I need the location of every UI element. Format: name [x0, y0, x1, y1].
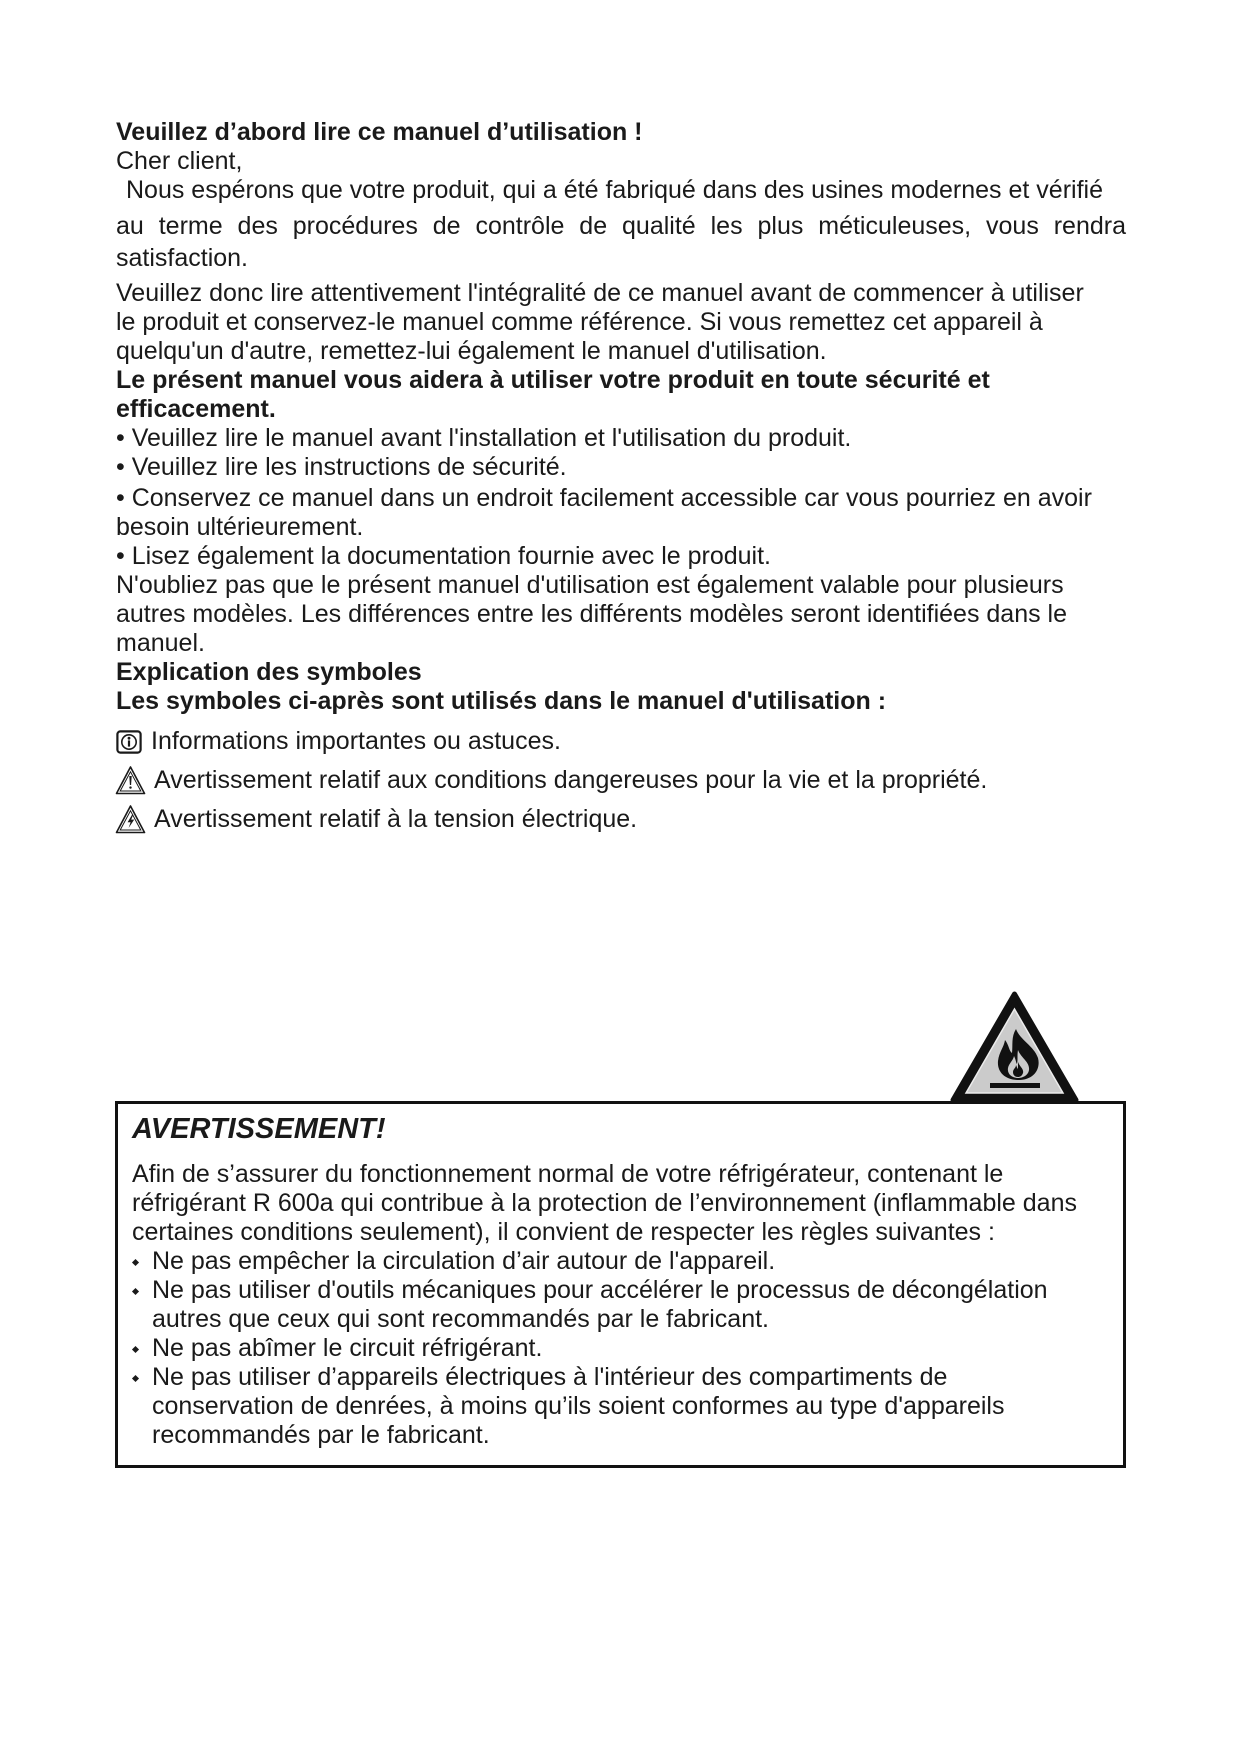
intro-paragraph-2 [116, 279, 1126, 366]
bullet-item-line: • Conservez ce manuel dans un endroit facilement accessible car vous pourriez en avoir [116, 484, 1092, 512]
intro-bullet-list [116, 424, 1126, 571]
emphasis-line: efficacement. [116, 395, 276, 423]
legend-text: Avertissement relatif aux conditions dangereuses pour la vie et la propriété. [154, 766, 988, 794]
symbols-subheading: Les symboles ci-après sont utilisés dans le manuel d'utilisation : [116, 687, 887, 715]
rule-text: recommandés par le fabricant. [152, 1421, 490, 1449]
intro-emphasis [116, 366, 1126, 424]
bullet-icon [132, 1259, 139, 1266]
rule-text: Ne pas utiliser d'outils mécaniques pour accélérer le processus de décongélation [152, 1276, 1048, 1304]
bullet-item: • Lisez également la documentation fournie avec le produit. [116, 542, 771, 570]
rule-text: Ne pas utiliser d’appareils électriques à l'intérieur des compartiments de [152, 1363, 948, 1391]
warning-rule-line [132, 1305, 1123, 1334]
paragraph-line: autres modèles. Les différences entre les différents modèles seront identifiées dans le [116, 600, 1068, 628]
intro-paragraph-1 [116, 176, 1126, 273]
bullet-icon [132, 1288, 139, 1295]
paragraph-line: manuel. [116, 629, 205, 657]
bullet-item: • Veuillez lire les instructions de sécurité. [116, 453, 567, 481]
electric-warning-icon [115, 804, 146, 835]
warning-rule-line [132, 1247, 1123, 1276]
legend-text: Avertissement relatif à la tension électrique. [154, 805, 638, 833]
intro-note [116, 571, 1126, 658]
warning-intro-line: Afin de s’assurer du fonctionnement normal de votre réfrigérateur, contenant le [132, 1160, 1004, 1188]
paragraph-line: Nous espérons que votre produit, qui a été fabriqué dans des usines modernes et vérifié [126, 176, 1103, 204]
intro-section [116, 118, 1126, 839]
rule-text: Ne pas abîmer le circuit réfrigérant. [152, 1334, 543, 1362]
warning-box [115, 1101, 1126, 1468]
bullet-icon [132, 1375, 139, 1382]
warning-rule-line [132, 1363, 1123, 1392]
paragraph-line: au terme des procédures de contrôle de qualité les plus méticuleuses, vous rendra [116, 212, 1126, 240]
warning-rule [132, 1276, 1123, 1334]
bullet-icon [132, 1346, 139, 1353]
warning-title: AVERTISSEMENT! [132, 1113, 386, 1145]
rule-text: conservation de denrées, à moins qu’ils soient conformes au type d'appareils [152, 1392, 1005, 1420]
warning-icon [115, 765, 146, 796]
flammable-hazard-icon [950, 990, 1079, 1104]
warning-rule-line [132, 1276, 1123, 1305]
intro-heading: Veuillez d’abord lire ce manuel d’utilisation ! [116, 118, 643, 146]
rule-text: autres que ceux qui sont recommandés par le fabricant. [152, 1305, 770, 1333]
emphasis-line: Le présent manuel vous aidera à utiliser votre produit en toute sécurité et [116, 366, 990, 394]
warning-intro-line: réfrigérant R 600a qui contribue à la protection de l’environnement (inflammable dans [132, 1189, 1077, 1217]
bullet-item: • Veuillez lire le manuel avant l'installation et l'utilisation du produit. [116, 424, 852, 452]
warning-rule [132, 1363, 1123, 1450]
warning-rule [132, 1247, 1123, 1276]
warning-rule [132, 1334, 1123, 1363]
warning-rule-line [132, 1421, 1123, 1450]
warning-rule-line [132, 1334, 1123, 1363]
paragraph-line: N'oubliez pas que le présent manuel d'utilisation est également valable pour plusieurs [116, 571, 1064, 599]
legend-item-electric-warning [116, 800, 1126, 839]
greeting: Cher client, [116, 147, 243, 175]
bullet-item-line: besoin ultérieurement. [116, 513, 364, 541]
warning-rule-line [132, 1392, 1123, 1421]
symbols-heading: Explication des symboles [116, 658, 422, 686]
paragraph-line: quelqu'un d'autre, remettez-lui également le manuel d'utilisation. [116, 337, 827, 365]
legend-item-warning [116, 761, 1126, 800]
legend-item-info [116, 722, 1126, 761]
rule-text: Ne pas empêcher la circulation d’air autour de l'appareil. [152, 1247, 776, 1275]
warning-body [132, 1160, 1123, 1450]
legend-text: Informations importantes ou astuces. [151, 727, 561, 755]
paragraph-line: Veuillez donc lire attentivement l'intégralité de ce manuel avant de commencer à utiliser [116, 279, 1084, 307]
paragraph-line: le produit et conservez-le manuel comme référence. Si vous remettez cet appareil à [116, 308, 1043, 336]
bullet-item [116, 484, 1126, 542]
info-icon [116, 730, 142, 754]
symbols-legend [116, 722, 1126, 839]
paragraph-line: satisfaction. [116, 244, 249, 272]
warning-intro-line: certaines conditions seulement), il convient de respecter les règles suivantes : [132, 1218, 995, 1246]
